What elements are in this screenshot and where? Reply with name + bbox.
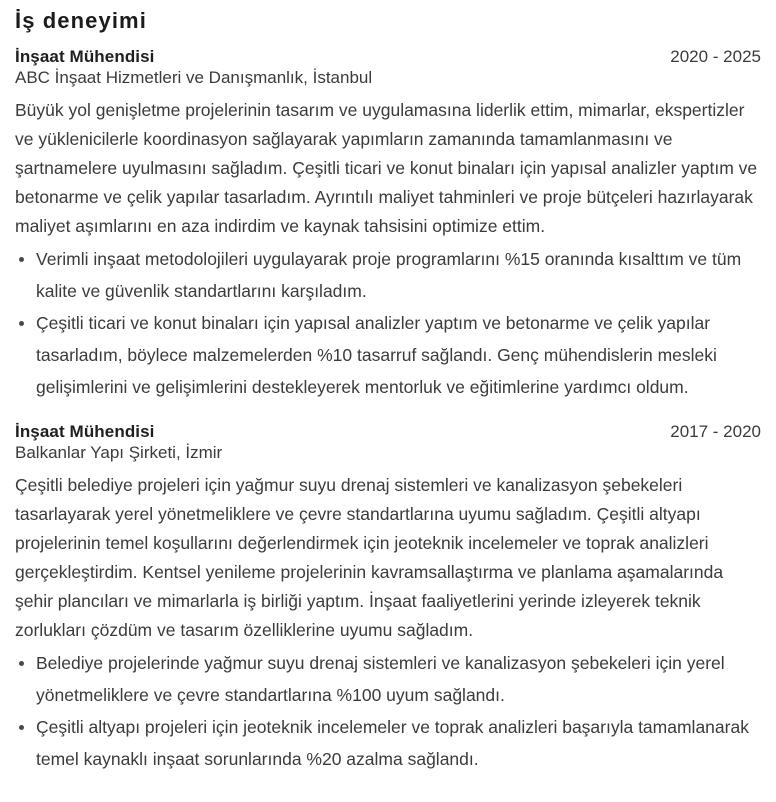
bullet-dot-icon [19,257,24,262]
bullet-dot-icon [19,725,24,730]
job-summary: Çeşitli belediye projeleri için yağmur suyu drenaj sistemleri ve kanalizasyon şebekeleri tasarlayarak yerel yönetmeliklere ve çevre standartlarına uyumu sağladım. Çeşitli altyapı projelerinin temel koşullarını değerlendirmek için jeoteknik incelemeler ve toprak analizleri gerçekleştirdim. Kentsel yenileme projelerinin kavramsallaştırma ve planlama aşamalarında şehir plancıları ve mimarlarla iş birliği yaptım. İnşaat faaliyetlerini yerinde izleyerek teknik zorlukları çözdüm ve tasarım özelliklerine uyumu sağladım. [15,475,724,640]
bullet-dot-icon [19,661,24,666]
list-item [15,243,761,307]
job-date-range: 2020 - 2025 [670,47,761,66]
job-date-range: 2017 - 2020 [670,422,761,441]
page-title: İş deneyimi [15,8,147,33]
list-item-label: Çeşitli ticari ve konut binaları için yapısal analizler yaptım ve betonarme ve çelik yapılar tasarladım, böylece malzemelerden %10 tasarruf sağlandı. Genç mühendislerin mesleki gelişimlerini ve gelişimlerini destekleyerek mentorluk ve eğitimlerine yardımcı oldum. [36,313,717,397]
list-item [15,307,761,403]
list-item [15,711,761,775]
job-organization: Balkanlar Yapı Şirketi, İzmir [15,443,223,462]
list-item-label: Çeşitli altyapı projeleri için jeoteknik incelemeler ve toprak analizleri başarıyla tamamlanarak temel kaynaklı inşaat sorunlarında %20 azalma sağlandı. [36,717,749,769]
job-achievement-list [15,647,761,775]
job-achievement-list [15,243,761,403]
job-title: İnşaat Mühendisi [15,47,155,66]
list-item [15,647,761,711]
job-header-left [15,421,652,464]
bullet-dot-icon [19,321,24,326]
job-header [15,46,761,89]
job-header [15,421,761,464]
job-header-left [15,46,652,89]
job-entry [15,46,761,403]
job-entry [15,421,761,775]
list-item-label: Verimli inşaat metodolojileri uygulayarak proje programlarını %15 oranında kısalttım ve tüm kalite ve güvenlik standartlarını karşıladım. [36,249,742,301]
list-item-label: Belediye projelerinde yağmur suyu drenaj sistemleri ve kanalizasyon şebekeleri için yerel yönetmeliklere ve çevre standartlarına %100 uyum sağlandı. [36,653,725,705]
job-summary: Büyük yol genişletme projelerinin tasarım ve uygulamasına liderlik ettim, mimarlar, ekspertizler ve yüklenicilerle koordinasyon sağlayarak yapımların zamanında tamamlanmasını ve şartnamelere uyulmasını sağladım. Çeşitli ticari ve konut binaları için yapısal analizler yaptım ve betonarme ve çelik yapılar tasarladım. Ayrıntılı maliyet tahminleri ve proje bütçeleri hazırlayarak maliyet aşımlarını en aza indirdim ve kaynak tahsisini optimize ettim. [15,100,758,236]
job-organization: ABC İnşaat Hizmetleri ve Danışmanlık, İstanbul [15,68,373,87]
job-title: İnşaat Mühendisi [15,422,155,441]
